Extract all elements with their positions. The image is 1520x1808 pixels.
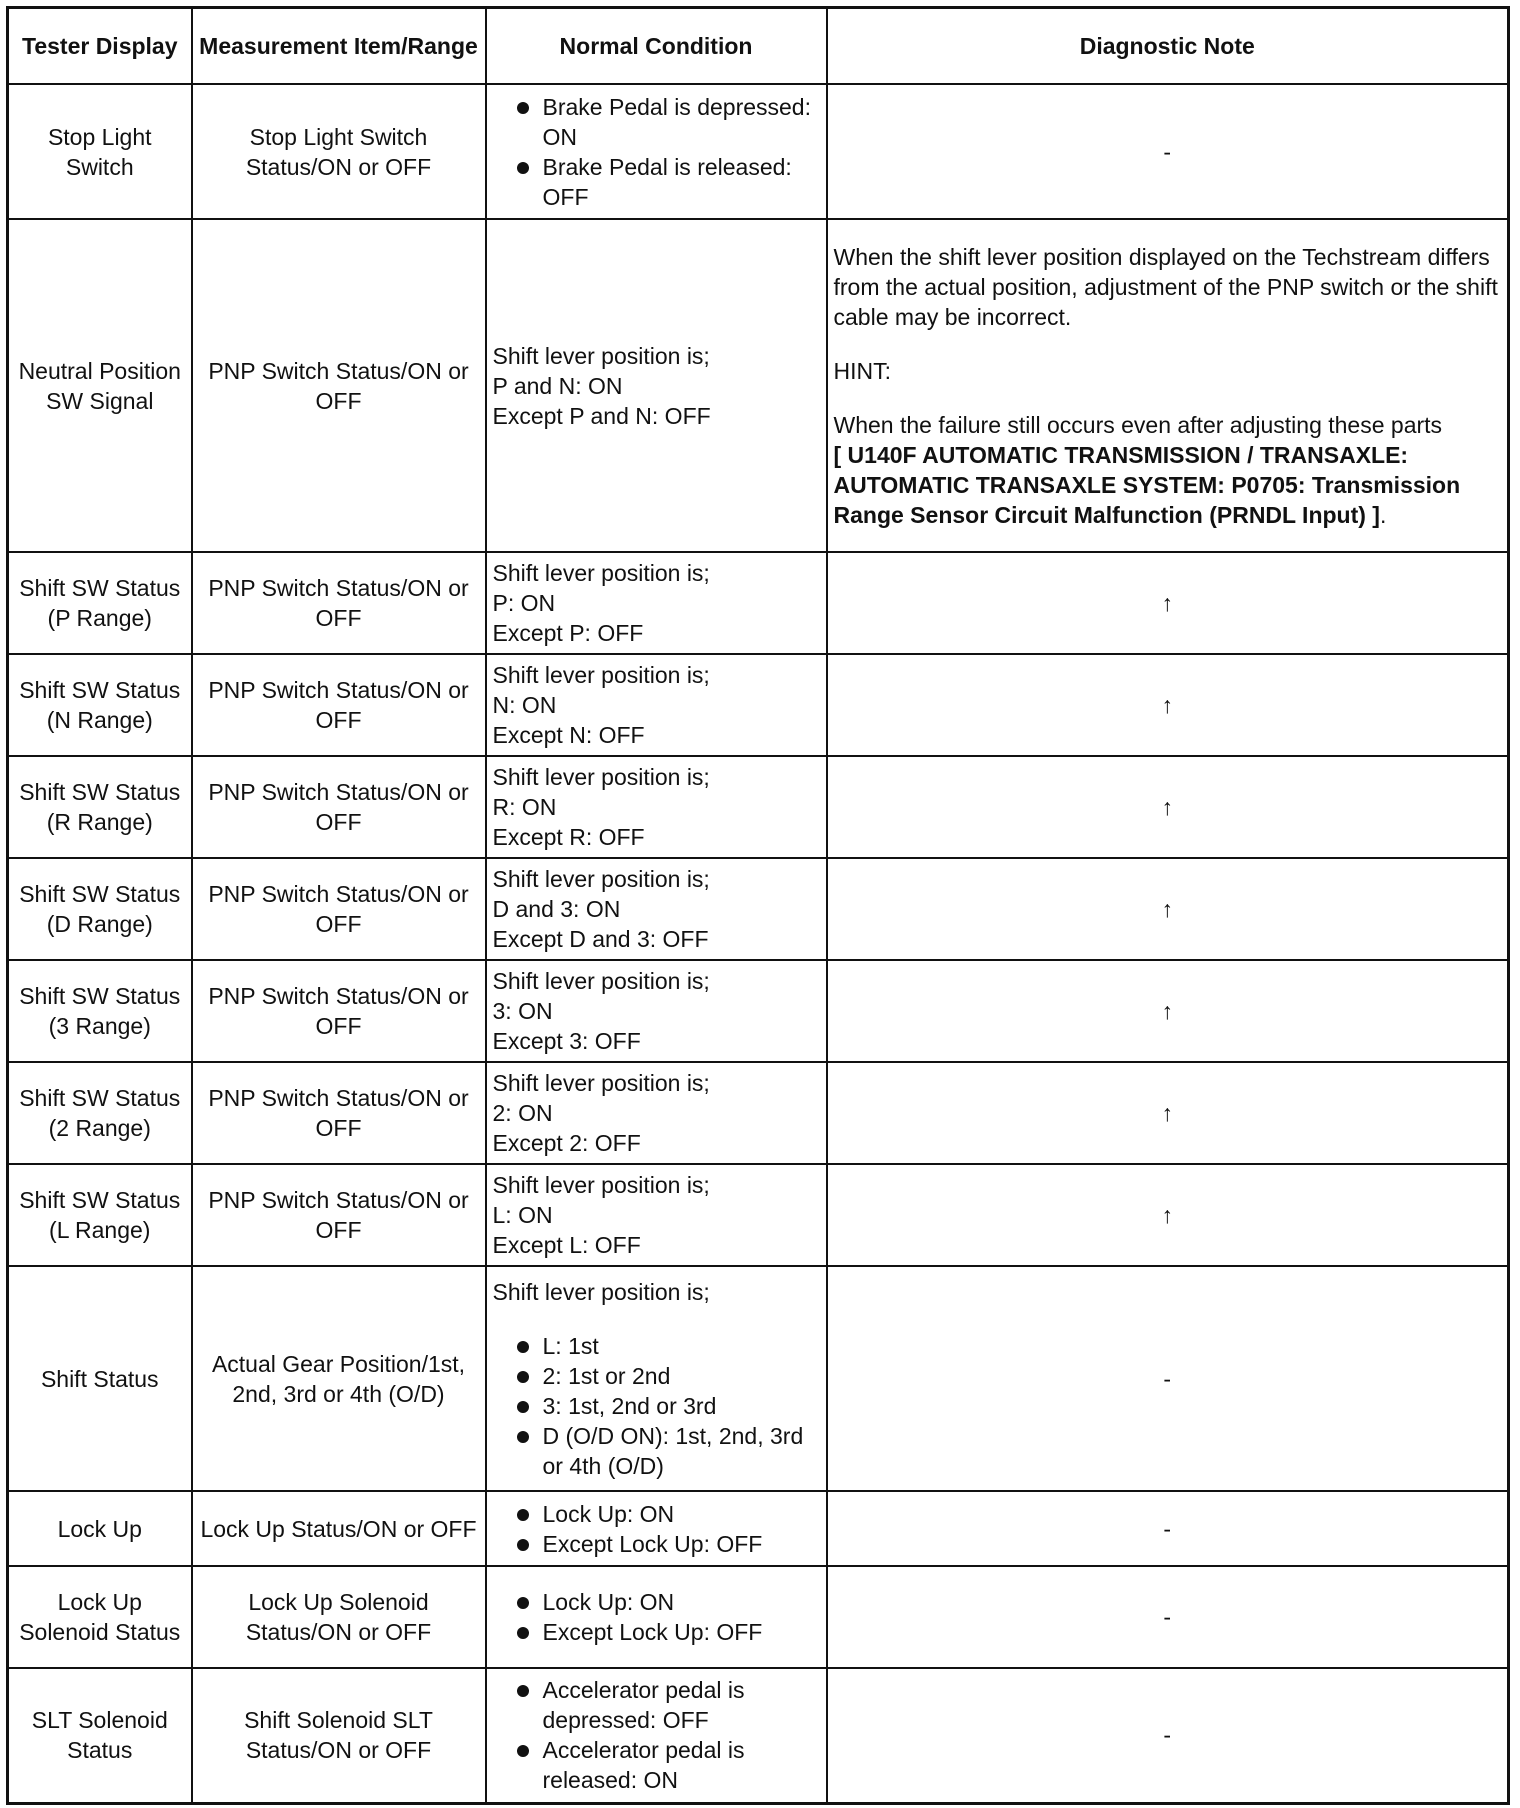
condition-line: Except N: OFF (492, 722, 645, 748)
normal-condition-cell (486, 1668, 827, 1803)
normal-condition-cell (486, 552, 827, 654)
table-row (8, 756, 1509, 858)
table-row (8, 1566, 1509, 1668)
up-arrow-icon: ↑ (1161, 590, 1173, 616)
condition-line: Shift lever position is; (492, 342, 710, 369)
diagnostic-note-cell (827, 1164, 1509, 1266)
diagnostic-note-cell (827, 1062, 1509, 1164)
table-row (8, 1062, 1509, 1164)
table-row (8, 219, 1509, 552)
tester-display-cell: Shift Status (8, 1266, 192, 1491)
table-row (8, 654, 1509, 756)
diagnostic-note-cell (827, 654, 1509, 756)
measurement-cell: Actual Gear Position/1st, 2nd, 3rd or 4th (O/D) (192, 1266, 486, 1491)
measurement-cell: Lock Up Solenoid Status/ON or OFF (192, 1566, 486, 1668)
diagnostic-note-cell: - (827, 1566, 1509, 1668)
normal-condition-cell (486, 756, 827, 858)
table-row (8, 1164, 1509, 1266)
note-paragraph: When the failure still occurs even after adjusting these parts (833, 411, 1443, 438)
tester-display-cell: Shift SW Status (L Range) (8, 1164, 192, 1266)
table-row (8, 1266, 1509, 1491)
tester-display-cell: Lock Up (8, 1491, 192, 1566)
up-arrow-icon: ↑ (1161, 1100, 1173, 1126)
list-item: Accelerator pedal is depressed: OFF (493, 1675, 820, 1735)
condition-line: Shift lever position is; (492, 560, 710, 586)
table-row (8, 960, 1509, 1062)
normal-condition-cell (486, 1491, 827, 1566)
condition-line: Except 3: OFF (492, 1028, 641, 1054)
tester-display-cell: Stop Light Switch (8, 84, 192, 219)
condition-line: Except R: OFF (492, 824, 645, 850)
list-item: Lock Up: ON (493, 1587, 820, 1617)
diagnostic-note-cell (827, 960, 1509, 1062)
condition-line: L: ON (492, 1202, 553, 1228)
normal-condition-cell (486, 219, 827, 552)
tester-display-cell: Shift SW Status (P Range) (8, 552, 192, 654)
diagnostic-note-cell (827, 552, 1509, 654)
tester-display-cell: Shift SW Status (N Range) (8, 654, 192, 756)
tester-display-cell: Neutral Position SW Signal (8, 219, 192, 552)
header-tester-display: Tester Display (8, 8, 192, 85)
up-arrow-icon: ↑ (1161, 692, 1173, 718)
condition-line: Shift lever position is; (492, 662, 710, 688)
tester-display-cell: Shift SW Status (D Range) (8, 858, 192, 960)
header-normal-condition: Normal Condition (486, 8, 827, 85)
condition-line: Except 2: OFF (492, 1130, 641, 1156)
reference-link[interactable]: [ U140F AUTOMATIC TRANSMISSION / TRANSAXLE: AUTOMATIC TRANSAXLE SYSTEM: P0705: Transmission Range Sensor Circuit Malfunction (PRNDL Input) ] (833, 441, 1461, 528)
condition-line: Except P and N: OFF (492, 402, 711, 429)
list-item: Accelerator pedal is released: ON (493, 1735, 820, 1795)
condition-line: N: ON (492, 692, 557, 718)
condition-line: D and 3: ON (492, 896, 621, 922)
diagnostic-note-cell: - (827, 1266, 1509, 1491)
condition-line: Except L: OFF (492, 1232, 641, 1258)
table-row (8, 552, 1509, 654)
up-arrow-icon: ↑ (1161, 794, 1173, 820)
condition-line: R: ON (492, 794, 557, 820)
diagnostic-note-cell (827, 219, 1509, 552)
measurement-cell: PNP Switch Status/ON or OFF (192, 219, 486, 552)
header-row (8, 8, 1509, 85)
normal-condition-cell (486, 1566, 827, 1668)
up-arrow-icon: ↑ (1161, 998, 1173, 1024)
measurement-cell: PNP Switch Status/ON or OFF (192, 756, 486, 858)
diagnostic-note-cell: - (827, 1491, 1509, 1566)
condition-line: P and N: ON (492, 372, 623, 399)
condition-line: Shift lever position is; (492, 764, 710, 790)
condition-line: Shift lever position is; (492, 1172, 710, 1198)
condition-line: Shift lever position is; (492, 866, 710, 892)
note-period: . (1379, 501, 1387, 528)
list-item: D (O/D ON): 1st, 2nd, 3rd or 4th (O/D) (493, 1421, 820, 1481)
list-item: Except Lock Up: OFF (493, 1529, 820, 1559)
tester-display-cell: Shift SW Status (2 Range) (8, 1062, 192, 1164)
normal-condition-cell (486, 1266, 827, 1491)
header-diagnostic-note: Diagnostic Note (827, 8, 1509, 85)
normal-condition-cell (486, 960, 827, 1062)
normal-condition-cell (486, 858, 827, 960)
normal-condition-cell (486, 654, 827, 756)
condition-line: Except P: OFF (492, 620, 644, 646)
table-row (8, 1668, 1509, 1803)
up-arrow-icon: ↑ (1161, 1202, 1173, 1228)
normal-condition-cell (486, 1164, 827, 1266)
measurement-cell: PNP Switch Status/ON or OFF (192, 960, 486, 1062)
tester-display-cell: Shift SW Status (R Range) (8, 756, 192, 858)
list-item: 3: 1st, 2nd or 3rd (493, 1391, 820, 1421)
condition-line: P: ON (492, 590, 556, 616)
measurement-cell: Stop Light Switch Status/ON or OFF (192, 84, 486, 219)
list-item: Brake Pedal is depressed: ON (493, 92, 820, 152)
table-row (8, 1491, 1509, 1566)
measurement-cell: PNP Switch Status/ON or OFF (192, 1062, 486, 1164)
measurement-cell: PNP Switch Status/ON or OFF (192, 858, 486, 960)
tester-display-cell: SLT Solenoid Status (8, 1668, 192, 1803)
condition-line: Except D and 3: OFF (492, 926, 709, 952)
list-item: 2: 1st or 2nd (493, 1361, 820, 1391)
diagnostic-note-cell (827, 858, 1509, 960)
condition-line: 2: ON (492, 1100, 553, 1126)
normal-condition-cell (486, 84, 827, 219)
list-item: L: 1st (493, 1331, 820, 1361)
diagnostic-note-cell (827, 756, 1509, 858)
header-measurement: Measurement Item/Range (192, 8, 486, 85)
diagnostic-note-cell: - (827, 1668, 1509, 1803)
list-item: Lock Up: ON (493, 1499, 820, 1529)
table-row (8, 84, 1509, 219)
condition-line: 3: ON (492, 998, 553, 1024)
tester-display-cell: Shift SW Status (3 Range) (8, 960, 192, 1062)
condition-line: Shift lever position is; (492, 1070, 710, 1096)
normal-condition-cell (486, 1062, 827, 1164)
list-item: Except Lock Up: OFF (493, 1617, 820, 1647)
note-paragraph: When the shift lever position displayed on the Techstream differs from the actual position, adjustment of the PNP switch or the shift cable may be incorrect. (833, 243, 1498, 330)
data-list-table (6, 6, 1510, 1805)
measurement-cell: PNP Switch Status/ON or OFF (192, 654, 486, 756)
table-row (8, 858, 1509, 960)
measurement-cell: Lock Up Status/ON or OFF (192, 1491, 486, 1566)
up-arrow-icon: ↑ (1161, 896, 1173, 922)
list-item: Brake Pedal is released: OFF (493, 152, 820, 212)
measurement-cell: PNP Switch Status/ON or OFF (192, 1164, 486, 1266)
tester-display-cell: Lock Up Solenoid Status (8, 1566, 192, 1668)
condition-line: Shift lever position is; (492, 968, 710, 994)
hint-label: HINT: (833, 357, 891, 384)
measurement-cell: Shift Solenoid SLT Status/ON or OFF (192, 1668, 486, 1803)
condition-line: Shift lever position is; (492, 1278, 710, 1305)
diagnostic-note-cell: - (827, 84, 1509, 219)
measurement-cell: PNP Switch Status/ON or OFF (192, 552, 486, 654)
